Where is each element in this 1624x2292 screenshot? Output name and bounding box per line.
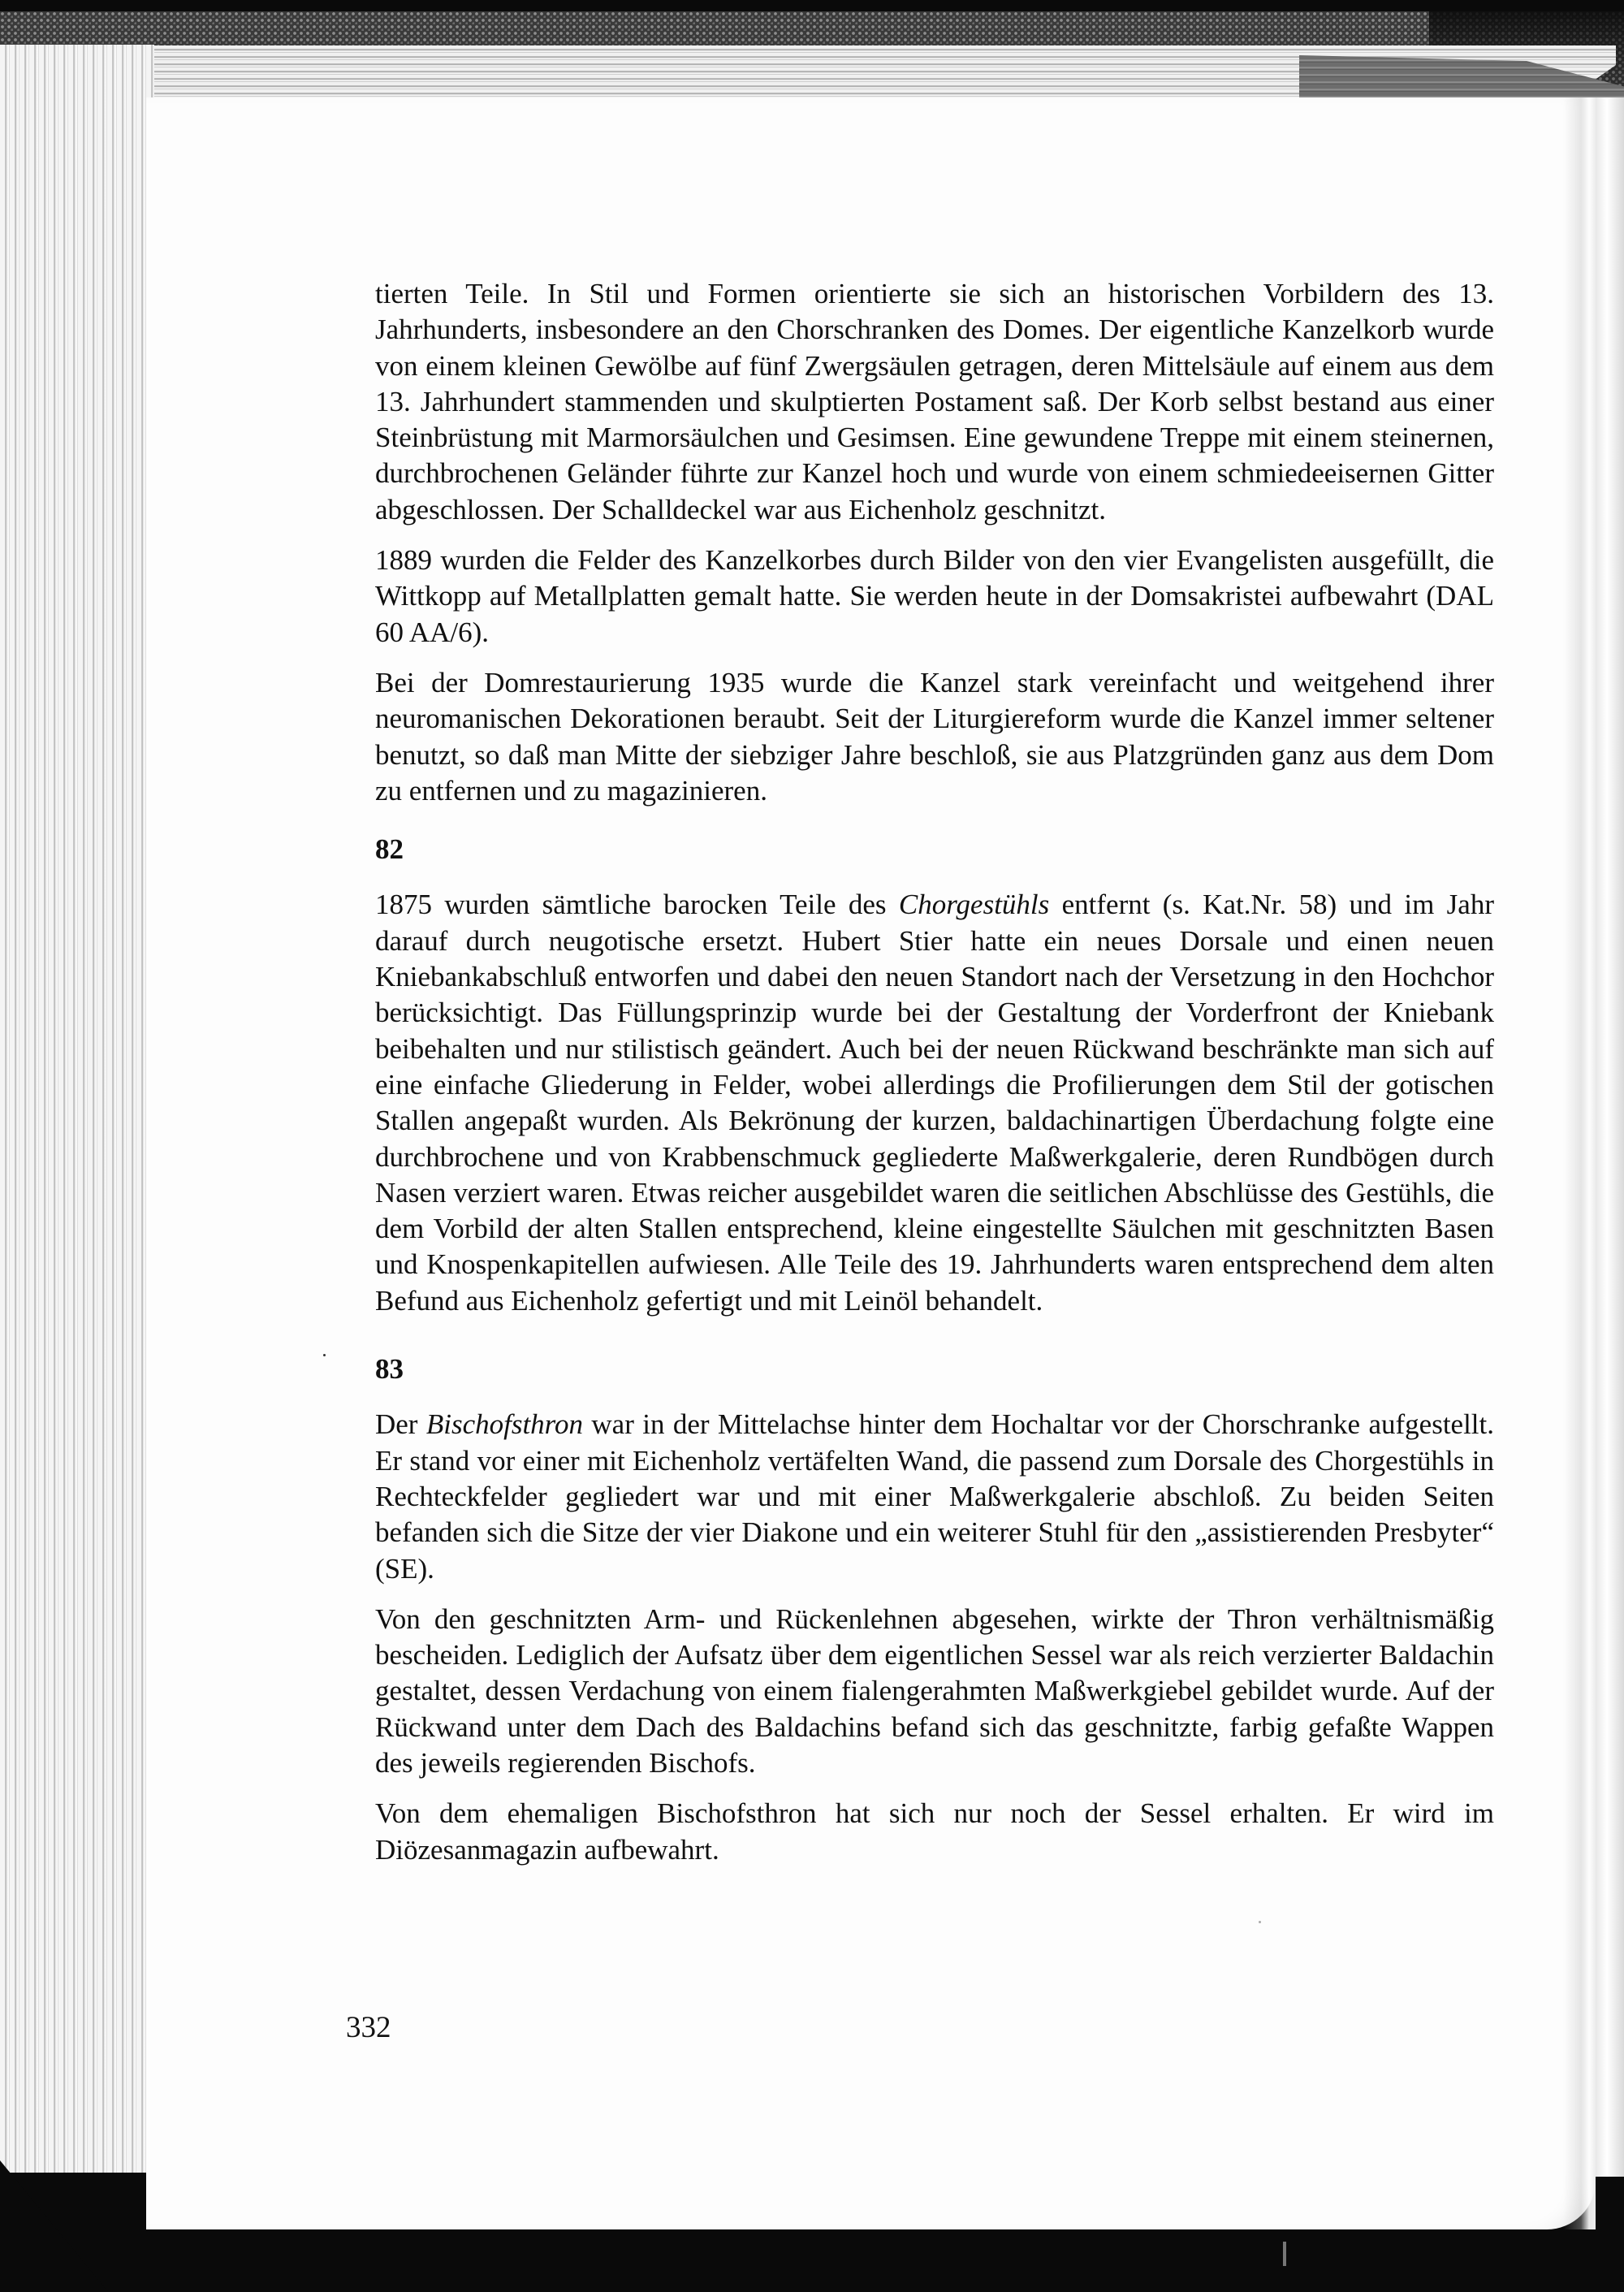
italic-term: Bischofsthron <box>425 1408 584 1441</box>
catalog-number-83: 83 <box>375 1353 404 1386</box>
scan-mark <box>1283 2242 1286 2266</box>
page-stack-left-edge <box>0 45 154 2173</box>
paragraph: 1889 wurden die Felder des Kanzelkorbes durch Bilder von den vier Evangelisten ausgefüllt, die Wittkopp auf Metallplatten gemalt hatte. Sie werden heute in der Domsakristei aufbewahrt (DAL 60 AA/6). <box>375 544 1494 648</box>
page-gutter-shadow <box>1563 97 1596 2229</box>
paragraph: Von den geschnitzten Arm- und Rückenlehnen abgesehen, wirkte der Thron verhältnismäßig bescheiden. Lediglich der Aufsatz über dem eigentlichen Sessel war als reich verzierter Baldachin gestaltet, dessen Verdachung von einem fialengerahmten Maßwerkgiebel gebildet wurde. Auf der Rückwand unter dem Dach des Baldachins befand sich das geschnitzte, farbig gefaßte Wappen des jeweils regierenden Bischofs. <box>375 1602 1494 1779</box>
background-corner <box>0 2160 114 2292</box>
catalog-number-82: 82 <box>375 833 404 866</box>
text-run: war in der Mittelachse hinter dem Hochaltar vor der Chorschranke aufgestellt. Er stand vor einer mit Eichenholz vertäfelten Wand, die passend zum Dorsale des Chorgestühls in Rechteckfelder gegliedert war und mit einer Maßwerkgalerie abschloß. Zu beiden Seiten befanden sich die Sitze der vier Diakone und ein weiterer Stuhl für den „assistierenden Presbyter“ (SE). <box>375 1408 1495 1585</box>
scan-speck <box>323 1354 326 1356</box>
page-number: 332 <box>346 2011 391 2044</box>
text-run: Der <box>375 1408 426 1441</box>
entry-82-paragraph <box>375 887 1494 1319</box>
paragraph: Von dem ehemaligen Bischofsthron hat sich nur noch der Sessel erhalten. Er wird im Diözesanmagazin aufbewahrt. <box>375 1797 1494 1866</box>
scan-speck <box>1259 1921 1261 1923</box>
binding-gutter <box>1596 97 1624 2177</box>
italic-term: Chorgestühls <box>898 889 1050 921</box>
entry-83-paragraph <box>375 1407 1494 1586</box>
body-text <box>375 276 1494 1883</box>
paragraph: Bei der Domrestaurierung 1935 wurde die Kanzel stark vereinfacht und weitgehend ihrer neuromanischen Dekorationen beraubt. Seit der Liturgiereform wurde die Kanzel immer seltener benutzt, so daß man Mitte der siebziger Jahre beschloß, sie aus Platzgründen ganz aus dem Dom zu entfernen und zu magazinieren. <box>375 666 1494 807</box>
text-run: entfernt (s. Kat.Nr. 58) und im Jahr darauf durch neugotische ersetzt. Hubert Stier hatte ein neues Dorsale und einen neuen Kniebankabschluß entworfen und dabei den neuen Standort nach der Versetzung in den Hochchor berücksichtigt. Das Füllungsprinzip wurde bei der Gestaltung der Vorderfront der Kniebank beibehalten und nur stilistisch geändert. Auch bei der neuen Rückwand beschränkte man sich auf eine einfache Gliederung in Felder, wobei allerdings die Profilierungen dem Stil der gotischen Stallen angepaßt wurden. Als Bekrönung der kurzen, baldachinartigen Überdachung folgte eine durchbrochene und von Krabbenschmuck gegliederte Maßwerkgalerie, deren Rundbögen durch Nasen verziert waren. Etwas reicher ausgebildet waren die seitlichen Abschlüsse des Gestühls, die dem Vorbild der alten Stallen entsprechend, kleine eingestellte Säulchen mit geschnitzten Basen und Knospenkapitellen aufwiesen. Alle Teile des 19. Jahrhunderts waren entsprechend dem alten Befund aus Eichenholz gefertigt und mit Leinöl behandelt. <box>375 889 1494 1317</box>
text-run: 1875 wurden sämtliche barocken Teile des <box>375 889 899 921</box>
paragraph: tierten Teile. In Stil und Formen orientierte sie sich an historischen Vorbildern des 13. Jahrhunderts, insbesondere an den Chorschranken des Domes. Der eigentliche Kanzelkorb wurde von einem kleinen Gewölbe auf fünf Zwergsäulen getragen, deren Mittelsäule auf einem aus dem 13. Jahrhundert stammenden und skulptierten Postament saß. Der Korb selbst bestand aus einer Steinbrüstung mit Marmorsäulchen und Gesimsen. Eine gewundene Treppe mit einem steinernen, durchbrochenen Geländer führte zur Kanzel hoch und wurde von einem schmiedeeisernen Gitter abgeschlossen. Der Schalldeckel war aus Eichenholz geschnitzt. <box>375 278 1494 525</box>
